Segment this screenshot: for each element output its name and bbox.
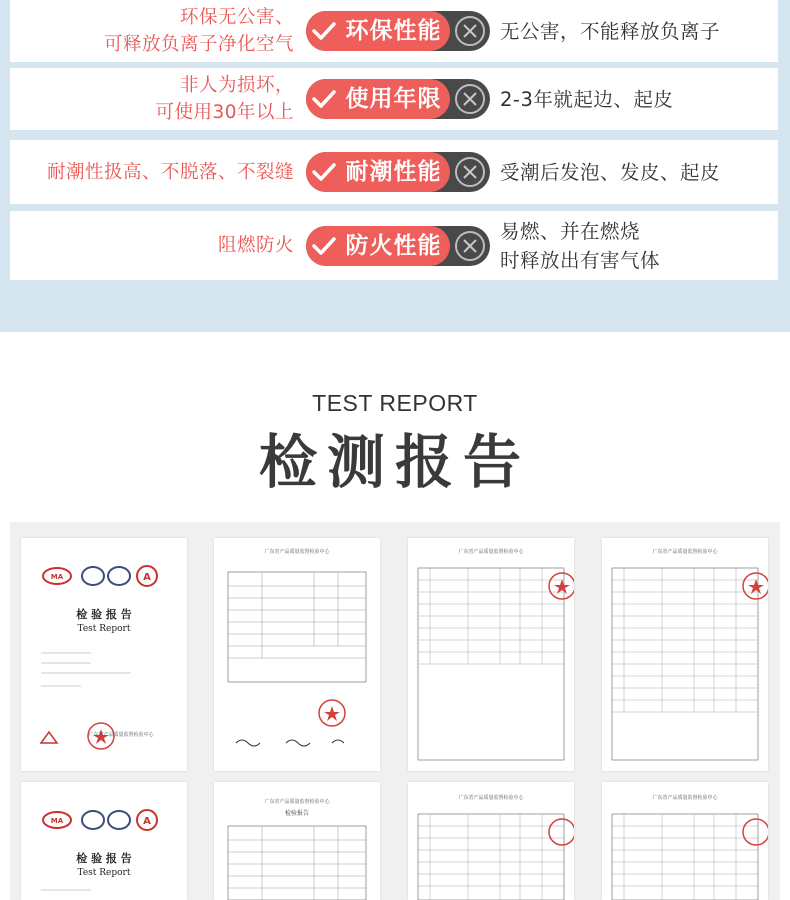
svg-text:MA: MA <box>50 573 64 581</box>
cross-icon <box>455 231 485 261</box>
page-header: 广东省产品质量监督检验中心 <box>458 549 524 555</box>
cover-org: 广东省产品质量监督检验中心 <box>88 732 154 738</box>
report-subtitle: TEST REPORT <box>312 390 478 416</box>
feature-pill <box>306 11 490 51</box>
feature-label: 使用年限 <box>337 79 450 119</box>
product-advantage: 非人为损坏， 可使用30年以上 <box>155 75 294 123</box>
comparison-row <box>10 68 778 130</box>
product-advantage: 耐潮性扱高、不脱落、不裂缝 <box>46 161 294 183</box>
page-header: 广东省产品质量监督检验中心 <box>652 549 718 555</box>
competitor-drawback: 易燃、并在燃烧 时释放出有害气体 <box>500 219 661 272</box>
competitor-drawback: 无公害，不能释放负离子 <box>500 19 721 43</box>
svg-text:A: A <box>143 816 151 827</box>
report-gallery <box>10 522 780 900</box>
page-header: 广东省产品质量监督检验中心 <box>264 799 330 805</box>
page-subheader: 检验报告 <box>284 810 309 817</box>
page-header: 广东省产品质量监督检验中心 <box>458 795 524 801</box>
cross-icon <box>455 84 485 114</box>
feature-label: 耐潮性能 <box>337 152 450 192</box>
page-header: 广东省产品质量监督检验中心 <box>652 795 718 801</box>
comparison-row <box>10 0 778 62</box>
report-cover-image <box>21 538 187 771</box>
check-icon <box>306 226 338 266</box>
check-icon <box>306 11 338 51</box>
svg-text:A: A <box>143 572 151 583</box>
comparison-row <box>10 211 778 280</box>
svg-text:MA: MA <box>50 817 64 825</box>
feature-pill <box>306 79 490 119</box>
check-icon <box>306 152 338 192</box>
feature-label: 防火性能 <box>337 226 450 266</box>
product-advantage: 环保无公害、 可释放负离子净化空气 <box>103 7 294 55</box>
report-page-image <box>408 782 574 900</box>
report-page-image <box>408 538 574 771</box>
comparison-row <box>10 140 778 204</box>
report-cover-image <box>21 782 187 900</box>
report-page-image <box>602 782 768 900</box>
report-page-image <box>602 538 768 771</box>
cover-title-en: Test Report <box>77 868 131 878</box>
comparison-section <box>0 0 790 332</box>
report-page-image <box>214 538 380 771</box>
competitor-drawback: 受潮后发泡、发皮、起皮 <box>500 160 721 184</box>
feature-pill <box>306 226 490 266</box>
cross-icon <box>455 16 485 46</box>
check-icon <box>306 79 338 119</box>
product-advantage: 阻燃防火 <box>217 235 294 256</box>
report-page-image <box>214 782 380 900</box>
certification-logos <box>21 782 187 900</box>
feature-label: 环保性能 <box>337 11 450 51</box>
cover-title-cn: 检 验 报 告 <box>76 608 132 621</box>
page-header: 广东省产品质量监督检验中心 <box>264 549 330 555</box>
cover-title-en: Test Report <box>77 624 131 634</box>
report-title: 检测报告 <box>258 428 531 496</box>
competitor-drawback: 2-3年就起边、起皮 <box>500 87 674 111</box>
feature-pill <box>306 152 490 192</box>
cover-title-cn: 检 验 报 告 <box>76 852 132 865</box>
cross-icon <box>455 157 485 187</box>
